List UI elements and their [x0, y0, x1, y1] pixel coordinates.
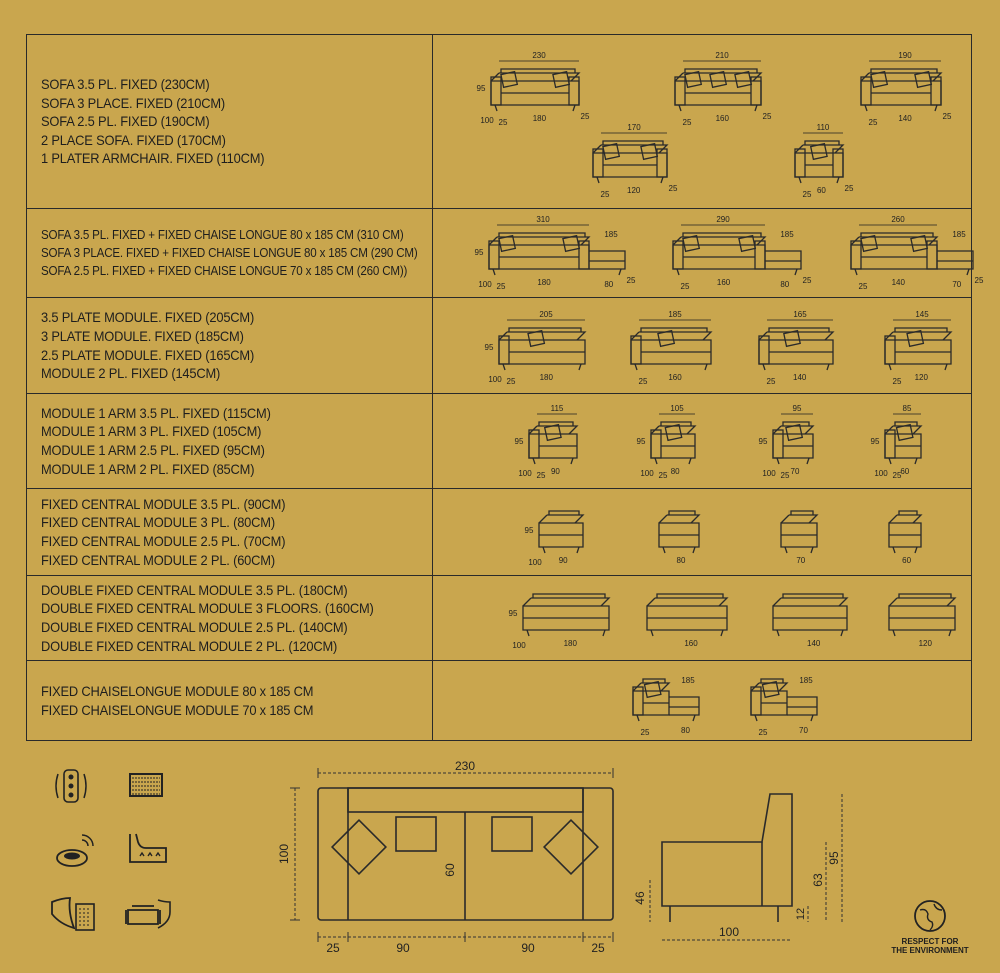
seat-label: 80 [676, 556, 686, 565]
height-label: 95 [474, 248, 484, 257]
label: SOFA 3.5 PL. FIXED (230CM) [41, 76, 210, 93]
arm-label: 25 [580, 112, 590, 121]
sofa-leg [763, 364, 829, 370]
label: 2 PLACE SOFA. FIXED (170CM) [41, 131, 226, 148]
chaise-label: 185 [681, 676, 695, 685]
cushion [861, 236, 877, 252]
sofa-top [631, 332, 711, 340]
sofa-drawing [633, 679, 699, 721]
width-label: 185 [668, 310, 682, 319]
chaise-label: 185 [952, 230, 966, 239]
row-labels [27, 489, 433, 575]
chaise-width-label: 80 [604, 280, 614, 289]
row-drawings [433, 298, 971, 393]
cushion [907, 331, 923, 347]
label: FIXED CENTRAL MODULE 2 PL. (60CM) [41, 551, 275, 568]
eco-line: THE ENVIRONMENT [891, 946, 969, 955]
plan-seg: 25 [591, 941, 605, 955]
label: FIXED CENTRAL MODULE 3.5 PL. (90CM) [41, 495, 286, 512]
sofa-leg [597, 177, 663, 183]
cushion [735, 72, 751, 88]
sofa-drawing [759, 328, 833, 370]
seat-label: 140 [891, 278, 905, 287]
sofa-leg [503, 364, 581, 370]
sofa-top [489, 237, 589, 245]
sofa-top [523, 598, 609, 606]
sofa-drawing [773, 422, 813, 464]
width-label: 230 [532, 51, 546, 60]
width-label: 170 [627, 123, 641, 132]
chaise [669, 697, 699, 715]
side-height: 95 [827, 851, 841, 865]
label: SOFA 3 PLACE. FIXED + FIXED CHAISE LONGUE 80 x 185 CM (290 CM) [41, 246, 418, 260]
cushion [501, 72, 517, 88]
label: DOUBLE FIXED CENTRAL MODULE 2.5 PL. (140CM) [41, 619, 348, 635]
eco-line: RESPECT FOR [901, 937, 959, 946]
arm-label: 25 [858, 282, 868, 291]
row-labels [27, 35, 433, 208]
height-label: 95 [514, 437, 524, 446]
seat-label: 140 [793, 373, 807, 382]
sofa-top [773, 598, 847, 606]
row-labels [27, 394, 433, 488]
chaise-width-label: 80 [780, 280, 790, 289]
cushion [897, 425, 913, 441]
sofa-leg [527, 630, 605, 636]
sofa-leg [637, 715, 695, 721]
arm-label: 25 [766, 377, 776, 386]
arm-label: 25 [868, 118, 878, 127]
seat-label: 160 [668, 373, 682, 382]
spring-icon [52, 766, 92, 806]
arm-label: 25 [780, 471, 790, 480]
label: FIXED CHAISELONGUE MODULE 80 x 185 CM [41, 683, 314, 700]
cushion [528, 331, 544, 347]
sofa-leg [865, 105, 937, 111]
cushion [545, 425, 561, 441]
label: FIXED CENTRAL MODULE 3 PL. (80CM) [41, 514, 275, 531]
width-label: 165 [793, 310, 807, 319]
bottom-section [0, 750, 1000, 973]
sofa-leg [777, 630, 843, 636]
seat-label: 180 [537, 278, 551, 287]
sofa-drawing [795, 141, 843, 183]
sofa-leg [679, 105, 757, 111]
sofa-drawing [499, 328, 585, 370]
cushion [786, 425, 802, 441]
central-drawings [433, 489, 971, 575]
seat-label: 140 [898, 114, 912, 123]
row-labels [27, 661, 433, 741]
height-label: 95 [484, 343, 494, 352]
sofa-drawing [781, 511, 817, 553]
side-depth: 100 [718, 925, 740, 939]
height-label: 95 [476, 84, 486, 93]
sofa-drawing [861, 69, 941, 111]
arm-module-drawings [433, 394, 971, 488]
cushion [683, 236, 699, 252]
row-modules [27, 298, 971, 394]
seat-label: 140 [807, 639, 821, 648]
sofa-drawing [593, 141, 667, 183]
label: MODULE 1 ARM 2 PL. FIXED (85CM) [41, 460, 255, 477]
seat-label: 180 [563, 639, 577, 648]
cushion [763, 682, 779, 698]
plan-seg: 90 [521, 941, 535, 955]
depth-label: 100 [488, 375, 502, 384]
seat-label: 90 [558, 556, 568, 565]
plan-seat-depth: 60 [443, 863, 457, 877]
sofa-top [647, 598, 727, 606]
arm-label: 25 [658, 471, 668, 480]
sofa-drawing [539, 511, 583, 553]
plan-view [270, 750, 640, 970]
width-label: 190 [898, 51, 912, 60]
seat-label: 60 [900, 467, 910, 476]
sofa-drawing [885, 422, 921, 464]
arm-label: 25 [640, 728, 650, 737]
sofa-top [889, 598, 955, 606]
seat-label: 160 [715, 114, 729, 123]
label: MODULE 1 ARM 3 PL. FIXED (105CM) [41, 423, 262, 440]
spec-table [26, 34, 984, 741]
sofa-leg [543, 547, 579, 553]
sofa-drawing [489, 233, 625, 275]
sofa-leg [663, 547, 695, 553]
seat-label: 70 [790, 467, 800, 476]
side-back: 63 [811, 873, 825, 887]
arm-label: 25 [892, 471, 902, 480]
chaise [589, 251, 625, 269]
arm-label: 25 [942, 112, 952, 121]
height-label: 95 [636, 437, 646, 446]
width-label: 310 [536, 215, 550, 224]
arm-label: 25 [536, 471, 546, 480]
chaise-module-drawings [433, 661, 971, 740]
cushion [915, 72, 931, 88]
depth-label: 100 [480, 116, 494, 125]
row-labels [27, 298, 433, 393]
plan-seg: 25 [326, 941, 340, 955]
depth-label: 100 [512, 641, 526, 650]
chaise-width-label: 70 [799, 726, 808, 735]
seat-label: 60 [816, 186, 826, 195]
depth-label: 100 [762, 469, 776, 478]
cushion [710, 72, 726, 88]
width-label: 145 [915, 310, 929, 319]
sofa-drawing [659, 511, 699, 553]
cushion [553, 72, 569, 88]
cushion [811, 144, 827, 160]
sofa-drawing [647, 594, 727, 636]
cushion [784, 331, 800, 347]
seat-label: 120 [914, 373, 928, 382]
sofa-leg [635, 364, 707, 370]
sofa-drawing [851, 233, 973, 275]
label: SOFA 2.5 PL. FIXED (190CM) [41, 113, 210, 130]
plan-total: 230 [454, 759, 476, 773]
seat-label: 180 [532, 114, 547, 123]
module-drawings [433, 298, 971, 393]
chaise-label: 185 [799, 676, 813, 685]
side-view [630, 780, 860, 970]
sofa-leg [785, 547, 813, 553]
depth-label: 100 [640, 469, 654, 478]
cushion [563, 236, 579, 252]
arm-label: 25 [498, 118, 508, 127]
arm-label: 25 [802, 276, 812, 285]
sofa-leg [893, 547, 917, 553]
row-double-central [27, 576, 971, 661]
seat-label: 160 [716, 278, 731, 287]
arm-label: 25 [974, 276, 984, 285]
row-central [27, 489, 971, 576]
cushion [645, 682, 661, 698]
sofa-top [659, 515, 699, 523]
label: FIXED CENTRAL MODULE 2.5 PL. (70CM) [41, 533, 286, 549]
sofa-drawing [673, 233, 801, 275]
depth-label: 100 [874, 469, 888, 478]
seat-label: 70 [796, 556, 806, 565]
arm-label: 25 [626, 276, 636, 285]
row-chaise-sofas [27, 209, 984, 298]
sofa-drawing [751, 679, 817, 721]
chaise-label: 185 [604, 230, 618, 239]
label: 2.5 PLATE MODULE. FIXED (165CM) [41, 346, 255, 363]
plan-seg: 90 [396, 941, 410, 955]
arm-label: 25 [600, 190, 610, 199]
sofa-top [539, 515, 583, 523]
sofa-drawing [491, 69, 579, 111]
sofa-leg [893, 630, 951, 636]
cushion [871, 72, 887, 88]
seat-label: 160 [684, 639, 698, 648]
sofa-drawing [631, 328, 711, 370]
label: SOFA 2.5 PL. FIXED + FIXED CHAISE LONGUE 70 x 185 CM (260 CM)) [41, 264, 408, 278]
width-label: 85 [902, 404, 912, 413]
chaise-width-label: 80 [681, 726, 690, 735]
width-label: 110 [816, 123, 830, 132]
arm-label: 25 [496, 282, 506, 291]
row-labels [27, 576, 433, 660]
sofa-leg [533, 458, 573, 464]
cushion [739, 236, 755, 252]
sofa-leg [889, 364, 947, 370]
arm-label: 25 [758, 728, 768, 737]
row-drawings [433, 209, 984, 297]
sofa-leg [655, 458, 691, 464]
cushion [603, 144, 619, 160]
arm-label: 25 [680, 282, 690, 291]
sofa-drawing [889, 594, 955, 636]
foam-icon [126, 830, 170, 870]
sofa-drawing [523, 594, 609, 636]
width-label: 260 [891, 215, 905, 224]
seat-label: 120 [627, 186, 641, 195]
row-drawings [433, 661, 971, 741]
height-label: 95 [508, 609, 518, 618]
chaise-width-label: 70 [952, 280, 962, 289]
sofa-leg [495, 105, 575, 111]
sofa-leg [855, 269, 969, 275]
sofa-top [759, 332, 833, 340]
row-labels [27, 209, 433, 297]
chaise [937, 251, 973, 269]
plan-depth: 100 [277, 843, 291, 865]
sofa-drawing [885, 328, 951, 370]
seat-label: 80 [670, 467, 680, 476]
label: MODULE 2 PL. FIXED (145CM) [41, 365, 221, 382]
double-central-drawings [433, 576, 971, 660]
chaise [787, 697, 817, 715]
label: 3 PLATE MODULE. FIXED (185CM) [41, 327, 244, 344]
seat-label: 90 [550, 467, 560, 476]
sofa-top [889, 515, 921, 523]
sofa-leg [799, 177, 839, 183]
chaise [765, 251, 801, 269]
label: 1 PLATER ARMCHAIR. FIXED (110CM) [41, 150, 265, 167]
label: DOUBLE FIXED CENTRAL MODULE 3 FLOORS. (160CM) [41, 600, 374, 617]
height-label: 95 [870, 437, 880, 446]
cushion [641, 144, 657, 160]
row-arm-modules [27, 394, 971, 489]
sofa-drawings [433, 35, 971, 207]
arm-label: 25 [844, 184, 854, 193]
sofa-drawing [529, 422, 577, 464]
arm-label: 25 [638, 377, 648, 386]
width-label: 105 [670, 404, 684, 413]
width-label: 115 [550, 404, 564, 413]
cushion [658, 331, 674, 347]
arm-label: 25 [668, 184, 678, 193]
sofa-leg [677, 269, 797, 275]
row-drawings [433, 35, 971, 208]
width-label: 210 [715, 51, 729, 60]
arm-label: 25 [506, 377, 516, 386]
depth-label: 100 [528, 558, 542, 567]
robot-vacuum-icon [54, 830, 100, 870]
cushion [665, 425, 681, 441]
sofa-drawing [773, 594, 847, 636]
sofa-protect-icon [124, 896, 174, 936]
chaise-label: 185 [780, 230, 794, 239]
row-drawings [433, 489, 971, 575]
row-drawings [433, 576, 971, 660]
width-label: 95 [792, 404, 802, 413]
seat-label: 60 [902, 556, 912, 565]
height-label: 95 [758, 437, 768, 446]
row-chaise-modules [27, 661, 971, 741]
arm-label: 25 [762, 112, 772, 121]
label: DOUBLE FIXED CENTRAL MODULE 2 PL. (120CM) [41, 637, 338, 654]
arm-label: 25 [682, 118, 692, 127]
row-drawings [433, 394, 971, 488]
width-label: 290 [716, 215, 730, 224]
sofa-leg [651, 630, 723, 636]
sofa-leg [755, 715, 813, 721]
cushion [499, 236, 515, 252]
eco-label [880, 937, 980, 955]
cushion [911, 236, 927, 252]
cushion [685, 72, 701, 88]
sofa-drawing [651, 422, 695, 464]
sofa-leg [889, 458, 917, 464]
label: MODULE 1 ARM 3.5 PL. FIXED (115CM) [41, 404, 271, 421]
fabric-icon [128, 770, 166, 802]
label: SOFA 3.5 PL. FIXED + FIXED CHAISE LONGUE 80 x 185 CM (310 CM) [41, 228, 404, 242]
sofa-drawing [889, 511, 921, 553]
label: 3.5 PLATE MODULE. FIXED (205CM) [41, 309, 255, 326]
depth-label: 100 [478, 280, 492, 289]
sofa-leg [777, 458, 809, 464]
sofa-top [781, 515, 817, 523]
sofa-drawing [675, 69, 761, 111]
globe-icon [912, 898, 948, 934]
shield-icon [50, 896, 104, 936]
label: FIXED CHAISELONGUE MODULE 70 x 185 CM [41, 702, 314, 718]
seat-label: 120 [918, 639, 932, 648]
sofa-leg [493, 269, 621, 275]
seat-label: 180 [539, 373, 553, 382]
height-label: 95 [524, 526, 534, 535]
chaise-sofa-drawings [433, 209, 984, 297]
side-leg: 12 [795, 907, 807, 921]
row-sofas [27, 35, 971, 209]
label: MODULE 1 ARM 2.5 PL. FIXED (95CM) [41, 442, 265, 458]
label: SOFA 3 PLACE. FIXED (210CM) [41, 94, 225, 111]
width-label: 205 [539, 310, 553, 319]
side-seat: 46 [633, 891, 647, 905]
arm-label: 25 [802, 190, 812, 199]
arm-label: 25 [892, 377, 902, 386]
label: DOUBLE FIXED CENTRAL MODULE 3.5 PL. (180CM) [41, 581, 348, 598]
depth-label: 100 [518, 469, 532, 478]
